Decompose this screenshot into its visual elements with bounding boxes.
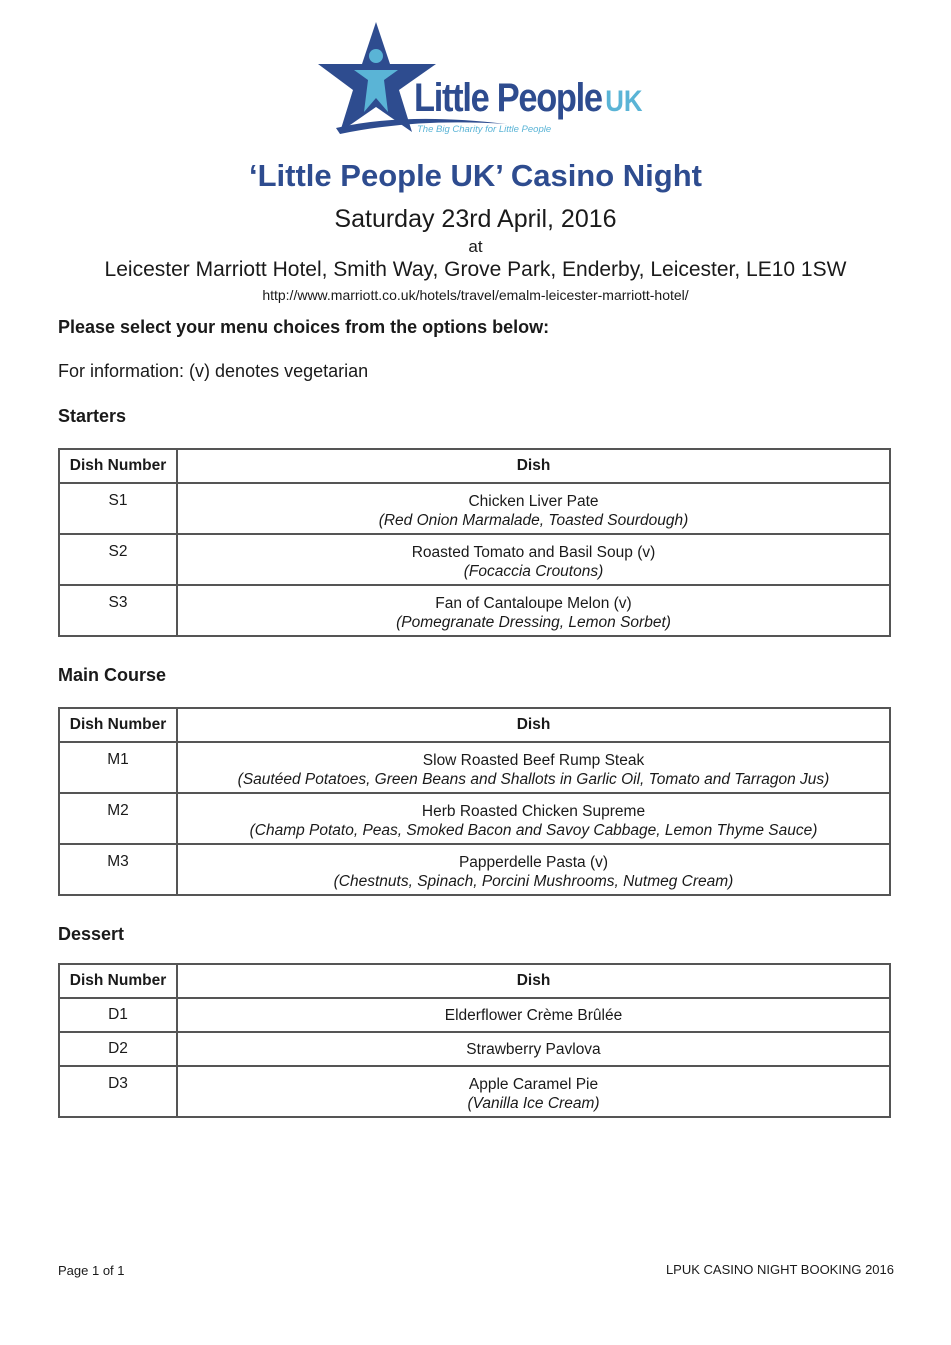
table-row (59, 742, 890, 793)
dish-description: (Sautéed Potatoes, Green Beans and Shallots in Garlic Oil, Tomato and Tarragon Jus) (237, 771, 830, 788)
main-course-table (58, 707, 891, 896)
dish-description: (Vanilla Ice Cream) (467, 1095, 600, 1112)
dish-name: Elderflower Crème Brûlée (444, 1007, 623, 1024)
dish-name: Apple Caramel Pie (468, 1076, 599, 1093)
table-row (59, 793, 890, 844)
vegetarian-info: For information: (v) denotes vegetarian (58, 361, 369, 381)
table-row (59, 534, 890, 585)
column-header-dish-number: Dish Number (59, 964, 177, 998)
event-venue: Leicester Marriott Hotel, Smith Way, Grove Park, Enderby, Leicester, LE10 1SW (104, 258, 847, 281)
dish-name: Fan of Cantaloupe Melon (v) (435, 595, 632, 612)
page-number: Page 1 of 1 (58, 1263, 125, 1278)
dessert-table (58, 963, 891, 1118)
table-row (59, 585, 890, 636)
starters-heading: Starters (58, 406, 127, 426)
dish-description: (Champ Potato, Peas, Smoked Bacon and Savoy Cabbage, Lemon Thyme Sauce) (249, 822, 818, 839)
table-row (59, 998, 890, 1032)
column-header-dish: Dish (177, 708, 890, 742)
column-header-dish-number: Dish Number (59, 449, 177, 483)
dish-name: Slow Roasted Beef Rump Steak (422, 752, 645, 769)
dish-name: Roasted Tomato and Basil Soup (v) (411, 544, 656, 561)
dish-number: S2 (108, 543, 128, 560)
dish-description: (Focaccia Croutons) (463, 563, 604, 580)
dish-number: D3 (108, 1075, 128, 1092)
dish-number: M3 (107, 853, 129, 870)
footer-document-title: LPUK CASINO NIGHT BOOKING 2016 (665, 1262, 894, 1277)
main-course-heading: Main Course (58, 665, 167, 685)
starters-table (58, 448, 891, 637)
dish-number: S1 (108, 492, 128, 509)
column-header-dish-number: Dish Number (59, 708, 177, 742)
event-date: Saturday 23rd April, 2016 (334, 205, 617, 233)
dish-name: Chicken Liver Pate (468, 493, 599, 510)
menu-instruction: Please select your menu choices from the options below: (58, 317, 550, 337)
event-title: ‘Little People UK’ Casino Night (249, 158, 702, 193)
dish-number: M2 (107, 802, 129, 819)
dish-description: (Red Onion Marmalade, Toasted Sourdough) (378, 512, 689, 529)
dish-description: (Pomegranate Dressing, Lemon Sorbet) (396, 614, 671, 631)
dish-number: D2 (108, 1040, 128, 1057)
table-header-row (59, 708, 890, 742)
column-header-dish: Dish (177, 964, 890, 998)
venue-url: http://www.marriott.co.uk/hotels/travel/emalm-leicester-marriott-hotel/ (262, 287, 689, 303)
logo-text-main: Little People (414, 76, 602, 120)
at-label: at (468, 237, 483, 256)
table-row (59, 483, 890, 534)
dish-name: Papperdelle Pasta (v) (458, 854, 609, 871)
logo-text-uk: UK (605, 85, 643, 118)
table-row (59, 844, 890, 895)
table-header-row (59, 964, 890, 998)
table-header-row (59, 449, 890, 483)
dessert-heading: Dessert (58, 924, 125, 944)
dish-description: (Chestnuts, Spinach, Porcini Mushrooms, Nutmeg Cream) (333, 873, 734, 890)
dish-number: D1 (108, 1006, 128, 1023)
dish-name: Strawberry Pavlova (466, 1041, 601, 1058)
dish-number: S3 (108, 594, 128, 611)
table-row (59, 1066, 890, 1117)
logo-tagline: The Big Charity for Little People (417, 124, 552, 135)
dish-number: M1 (107, 751, 129, 768)
dish-name: Herb Roasted Chicken Supreme (421, 803, 646, 820)
table-row (59, 1032, 890, 1066)
column-header-dish: Dish (177, 449, 890, 483)
little-people-uk-logo (316, 20, 646, 140)
logo-wordmark (414, 78, 642, 118)
